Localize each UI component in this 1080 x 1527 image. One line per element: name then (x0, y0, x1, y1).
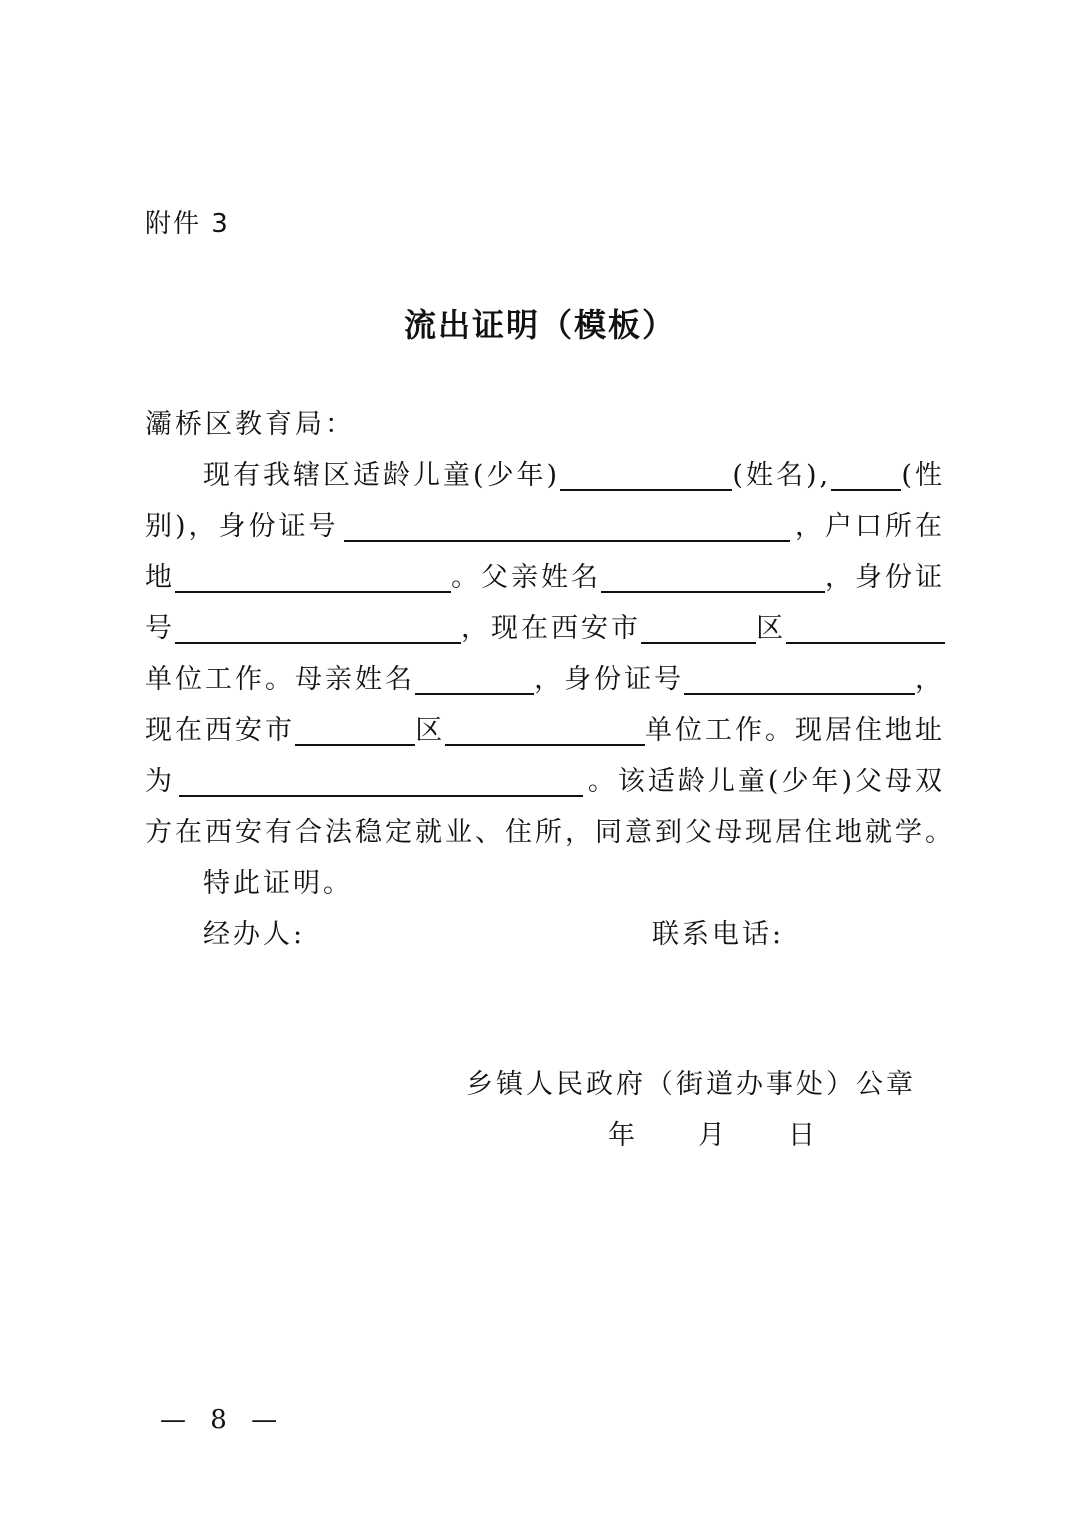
paragraph-line-3 (145, 557, 945, 599)
line8-text: 方在西安有合法稳定就业、住所，同意到父母现居住地就学。 (145, 817, 955, 848)
mother-id-blank[interactable] (684, 663, 915, 695)
father-name-blank[interactable] (601, 561, 825, 593)
residence-address-blank[interactable] (179, 765, 583, 797)
paragraph-line-1 (203, 455, 945, 497)
line3-text-c: ，身份证 (825, 562, 945, 593)
addressee-line (145, 404, 945, 446)
paragraph-line-8 (145, 812, 955, 854)
line6-text-b: 区 (415, 715, 446, 746)
line1-text-b: (姓名), (732, 460, 832, 491)
mother-district-blank[interactable] (295, 714, 415, 746)
mother-employer-blank[interactable] (445, 714, 645, 746)
attachment-label: 附件 3 (145, 209, 230, 239)
line2-text-a: 别)，身份证号 (145, 511, 339, 542)
line1-text-a: 现有我辖区适龄儿童(少年) (203, 460, 561, 491)
certify-line (203, 863, 945, 905)
line4-text-b: ，现在西安市 (460, 613, 641, 644)
paragraph-line-7 (145, 761, 945, 803)
hukou-location-blank[interactable] (175, 561, 451, 593)
line5-text-a: 单位工作。母亲姓名 (145, 664, 415, 695)
addressee: 灞桥区教育局： (145, 409, 355, 440)
certify-text: 特此证明。 (203, 868, 353, 899)
line1-text-c: (性 (901, 460, 945, 491)
phone-label: 联系电话: (652, 919, 785, 950)
line7-text-a: 为 (145, 766, 175, 797)
father-district-blank[interactable] (641, 612, 756, 644)
document-title: 流出证明（模板） (403, 306, 676, 344)
child-name-blank[interactable] (560, 459, 732, 491)
line4-text-a: 号 (145, 613, 175, 644)
id-number-blank[interactable] (344, 510, 790, 542)
paragraph-line-5 (145, 659, 945, 701)
handler-label: 经办人: (203, 919, 306, 950)
paragraph-line-6 (145, 710, 945, 752)
line6-text-c: 单位工作。现居住地址 (645, 715, 945, 746)
line5-text-b: ，身份证号 (534, 664, 685, 695)
page-number: — 8 — (160, 1405, 286, 1435)
paragraph-line-4 (145, 608, 945, 650)
father-employer-blank[interactable] (786, 612, 945, 644)
mother-name-blank[interactable] (415, 663, 534, 695)
line5-text-c: ， (915, 664, 945, 695)
date-label: 年 月 日 (608, 1120, 818, 1151)
line6-text-a: 现在西安市 (145, 715, 295, 746)
line7-text-b: 。该适龄儿童(少年)父母双 (587, 766, 945, 797)
line3-text-a: 地 (145, 562, 175, 593)
paragraph-line-2 (145, 506, 945, 548)
line4-text-c: 区 (756, 613, 787, 644)
seal-label: 乡镇人民政府（街道办事处）公章 (466, 1069, 916, 1100)
line3-text-b: 。父亲姓名 (451, 562, 602, 593)
line2-text-b: ，户口所在 (794, 511, 945, 542)
gender-blank[interactable] (831, 459, 901, 491)
father-id-blank[interactable] (175, 612, 461, 644)
